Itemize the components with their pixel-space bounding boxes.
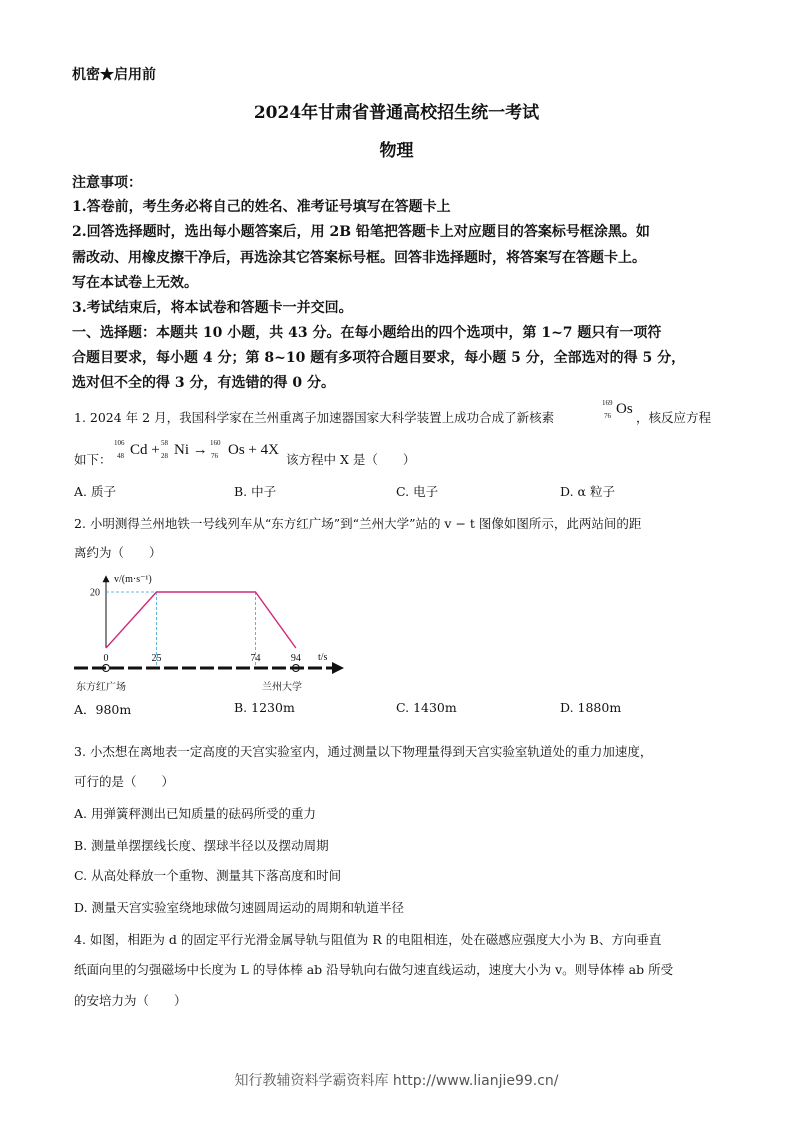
q2-option-b: B. 1230m bbox=[234, 700, 295, 715]
q3-option-a: A. 用弹簧秤测出已知质量的砝码所受的重力 bbox=[74, 806, 316, 821]
q2-option-c: C. 1430m bbox=[396, 700, 457, 715]
q2-line-1: 2. 小明测得兰州地铁一号线列车从“东方红广场”到“兰州大学”站的 v − t 图像如图所示，此两站间的距 bbox=[74, 516, 642, 531]
cd-symbol: Cd + bbox=[130, 442, 160, 458]
start-station-label: 东方红广场 bbox=[76, 682, 126, 693]
os2-atomic-number: 76 bbox=[211, 452, 218, 460]
notes-heading: 注意事项： bbox=[72, 175, 142, 191]
section-1-line-2: 合题目要求，每小题 4 分；第 8~10 题有多项符合题目要求，每小题 5 分，全部选对的得 5 分， bbox=[72, 350, 686, 366]
section-1-line-3: 选对但不全的得 3 分，有选错的得 0 分。 bbox=[72, 375, 335, 391]
os-atomic-number: 76 bbox=[604, 412, 611, 420]
note-2-line-1: 2.回答选择题时，选出每小题答案后，用 2B 铅笔把答题卡上对应题目的答案标号框涂黑。如 bbox=[72, 224, 650, 240]
note-2-line-2: 需改动、用橡皮擦干净后，再选涂其它答案标号框。回答非选择题时，将答案写在答题卡上。 bbox=[72, 250, 646, 266]
q3-line-1: 3. 小杰想在离地表一定高度的天宫实验室内，通过测量以下物理量得到天宫实验室轨道处的重力加速度， bbox=[74, 744, 653, 759]
q2-line-2: 离约为（ ） bbox=[74, 545, 162, 560]
q4-line-1: 4. 如图，相距为 d 的固定平行光滑金属导轨与阻值为 R 的电阻相连，处在磁感应强度大小为 B、方向垂直 bbox=[74, 932, 662, 947]
ni-mass-number: 58 bbox=[161, 439, 168, 447]
ni-symbol: Ni → bbox=[174, 442, 208, 458]
q2-option-d: D. 1880m bbox=[560, 700, 622, 715]
q1-option-c: C. 电子 bbox=[396, 484, 439, 499]
q1-text-b: ，核反应方程 bbox=[636, 410, 712, 425]
q4-line-2: 纸面向里的匀强磁场中长度为 L 的导体棒 ab 沿导轨向右做匀速直线运动，速度大小为 v。则导体棒 ab 所受 bbox=[74, 962, 674, 977]
q4-line-3: 的安培力为（ ） bbox=[74, 993, 187, 1008]
os-mass-number: 169 bbox=[602, 399, 613, 407]
q2-option-a: A．980m bbox=[74, 702, 132, 717]
q1-option-d: D. α 粒子 bbox=[560, 484, 615, 499]
ni-atomic-number: 28 bbox=[161, 452, 168, 460]
os2-symbol: Os + 4X bbox=[228, 442, 279, 458]
q3-option-d: D. 测量天宫实验室绕地球做匀速圆周运动的周期和轨道半径 bbox=[74, 900, 405, 915]
q1-option-a: A. 质子 bbox=[74, 484, 116, 499]
x-tick-label-0: 0 bbox=[103, 653, 109, 664]
q1-line-1 bbox=[74, 408, 554, 426]
x-tick-label-25: 25 bbox=[151, 653, 162, 664]
vt-chart bbox=[70, 568, 360, 698]
vt-series-line bbox=[106, 592, 296, 648]
note-1: 1.答卷前，考生务必将自己的姓名、准考证号填写在答题卡上 bbox=[72, 199, 451, 215]
x-axis-arrow-icon bbox=[332, 662, 344, 674]
q3-line-2: 可行的是（ ） bbox=[74, 774, 175, 789]
cd-mass-number: 106 bbox=[114, 439, 125, 447]
x-tick-label-74: 74 bbox=[250, 653, 261, 664]
q3-option-b: B. 测量单摆摆线长度、摆球半径以及摆动周期 bbox=[74, 838, 329, 853]
end-station-label: 兰州大学 bbox=[262, 682, 302, 693]
os-symbol: Os bbox=[616, 401, 633, 417]
reaction-equation bbox=[114, 440, 314, 464]
os2-mass-number: 160 bbox=[210, 439, 221, 447]
note-2-line-3: 写在本试卷上无效。 bbox=[72, 275, 198, 291]
q3-option-c: C. 从高处释放一个重物、测量其下落高度和时间 bbox=[74, 868, 342, 883]
note-3: 3.考试结束后，将本试卷和答题卡一并交回。 bbox=[72, 300, 353, 316]
x-axis-label: t/s bbox=[318, 652, 328, 663]
q1-suffix: 该方程中 X 是（ ） bbox=[286, 452, 416, 467]
exam-title: 2024年甘肃省普通高校招生统一考试 bbox=[253, 103, 540, 123]
q1-text-a: 1. 2024 年 2 月，我国科学家在兰州重离子加速器国家大科学装置上成功合成了新核素 bbox=[74, 410, 555, 425]
q1-prefix: 如下： bbox=[74, 452, 112, 467]
subject-title: 物理 bbox=[379, 141, 414, 161]
cd-atomic-number: 48 bbox=[117, 452, 124, 460]
section-1-line-1: 一、选择题：本题共 10 小题，共 43 分。在每小题给出的四个选项中，第 1~7 题只有一项符 bbox=[72, 325, 662, 341]
y-tick-label: 20 bbox=[90, 587, 100, 599]
confidential-label: 机密★启用前 bbox=[72, 67, 156, 83]
y-axis-label: v/(m·s⁻¹) bbox=[114, 574, 152, 585]
footer-source: 知行教辅资料学霸资料库 http://www.lianjie99.cn/ bbox=[234, 1073, 559, 1089]
q1-option-b: B. 中子 bbox=[234, 484, 277, 499]
x-tick-label-94: 94 bbox=[290, 653, 301, 664]
